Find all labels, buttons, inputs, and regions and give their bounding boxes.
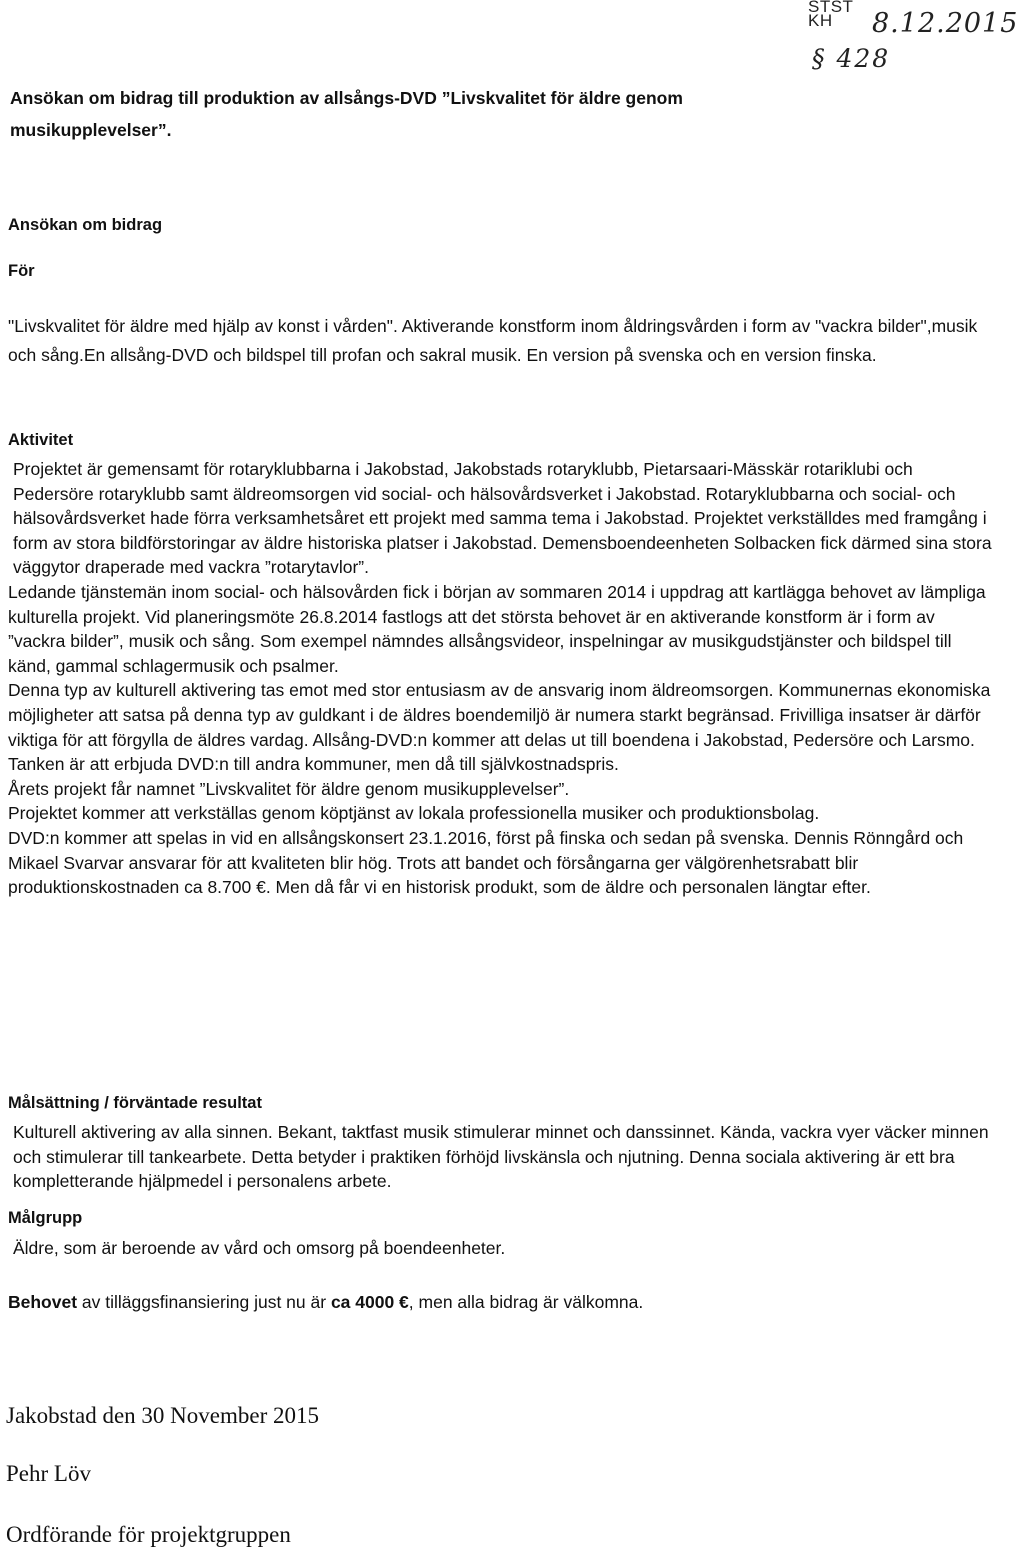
closing-place-date: Jakobstad den 30 November 2015 bbox=[6, 1403, 319, 1428]
goals-text: Kulturell aktivering av alla sinnen. Bekant, taktfast musik stimulerar minnet och danssinnet. Kända, vackra vyer väcker minnen och stimulerar till tankearbete. Detta betyder i praktiken förhöjd livskänsla och njutning. Denna sociala aktivering är ett bra kompletterande hjälpmedel i personalens arbete. bbox=[13, 1122, 989, 1192]
application-heading: Ansökan om bidrag bbox=[8, 216, 163, 234]
activity-paragraph: Projektet kommer att verkställas genom köptjänst av lokala professionella musiker och produktionsbolag. bbox=[8, 803, 820, 824]
activity-paragraph: DVD:n kommer att spelas in vid en allsångskonsert 23.1.2016, först på finska och sedan på svenska. Dennis Rönngård och Mikael Svarvar ansvarar för att kvaliteten blir hög. Trots att bandet och försångarna ger välgörenhetsrabatt blir produktionskostnaden ca 8.700 €. Men då får vi en historisk produkt, som de äldre och personalen längtar efter. bbox=[8, 827, 964, 898]
stamp-org: STST KH bbox=[808, 0, 854, 30]
activity-paragraph: Projektet är gemensamt för rotaryklubbarna i Jakobstad, Jakobstads rotaryklubb, Pietarsaari-Mässkär rotariklubi och Pedersöre rotaryklubb samt äldreomsorgen vid social- och hälsovårdsverket i Jakobstad. Rotaryklubbarna och social- och hälsovårdsverket hade förra verksamhetsåret ett projekt med samma tema i Jakobstad. Projektet verkställdes med framgång i form av stora bildförstoringar av äldre historiska platser i Jakobstad. Demensboendeenheten Solbacken fick därmed sina stora väggytor draperade med vackra ”rotarytavlor”. bbox=[13, 459, 992, 578]
stamp-paragraph: § 428 bbox=[812, 44, 891, 73]
need-line bbox=[8, 1290, 1008, 1315]
activity-paragraph: Ledande tjänstemän inom social- och hälsovården fick i början av sommaren 2014 i uppdrag att kartlägga behovet av lämpliga kulturella projekt. Vid planeringsmöte 26.8.2014 fastlogs att det största behovet är en aktiverande konstform är i form av ”vackra bilder”, musik och sång. Som exempel nämndes allsångsvideor, inspelningar av musikgudstjänster och bildspel till känd, gammal schlagermusik och psalmer. bbox=[8, 581, 986, 676]
target-heading: Målgrupp bbox=[8, 1209, 83, 1227]
stamp-date: 8.12.2015 bbox=[872, 8, 1019, 39]
closing-role: Ordförande för projektgruppen bbox=[6, 1522, 291, 1547]
activity-paragraph: Årets projekt får namnet ”Livskvalitet för äldre genom musikupplevelser”. bbox=[8, 778, 570, 799]
document-title: Ansökan om bidrag till produktion av allsångs-DVD ”Livskvalitet för äldre genom musikupplevelser”. bbox=[10, 88, 683, 140]
activity-paragraph: Denna typ av kulturell aktivering tas emot med stor entusiasm av de ansvarig inom äldreomsorgen. Kommunernas ekonomiska möjligheter att satsa på denna typ av guldkant i de äldres boendemiljö är numera starkt begränsad. Frivilliga insatser är därför viktiga för att förgylla de äldres vardag. Allsång-DVD:n kommer att delas ut till boendena i Jakobstad, Pedersöre och Larsmo. Tanken är att erbjuda DVD:n till andra kommuner, men då till självkostnadspris. bbox=[8, 680, 991, 775]
need-tail: , men alla bidrag är välkomna. bbox=[408, 1292, 644, 1312]
closing-name: Pehr Löv bbox=[6, 1461, 91, 1486]
goals-heading: Målsättning / förväntade resultat bbox=[8, 1094, 262, 1112]
activity-heading: Aktivitet bbox=[8, 431, 74, 449]
target-text: Äldre, som är beroende av vård och omsorg på boendeenheter. bbox=[13, 1238, 506, 1258]
activity-body bbox=[8, 457, 993, 900]
need-lead: Behovet bbox=[8, 1292, 78, 1312]
for-text: "Livskvalitet för äldre med hjälp av konst i vården". Aktiverande konstform inom åldringsvården i form av "vackra bilder",musik och sång.En allsång-DVD och bildspel till profan och sakral musik. En version på svenska och en version finska. bbox=[8, 316, 978, 365]
for-label: För bbox=[8, 262, 35, 280]
need-amount: ca 4000 € bbox=[330, 1292, 409, 1312]
need-mid: av tilläggsfinansiering just nu är bbox=[77, 1292, 331, 1312]
